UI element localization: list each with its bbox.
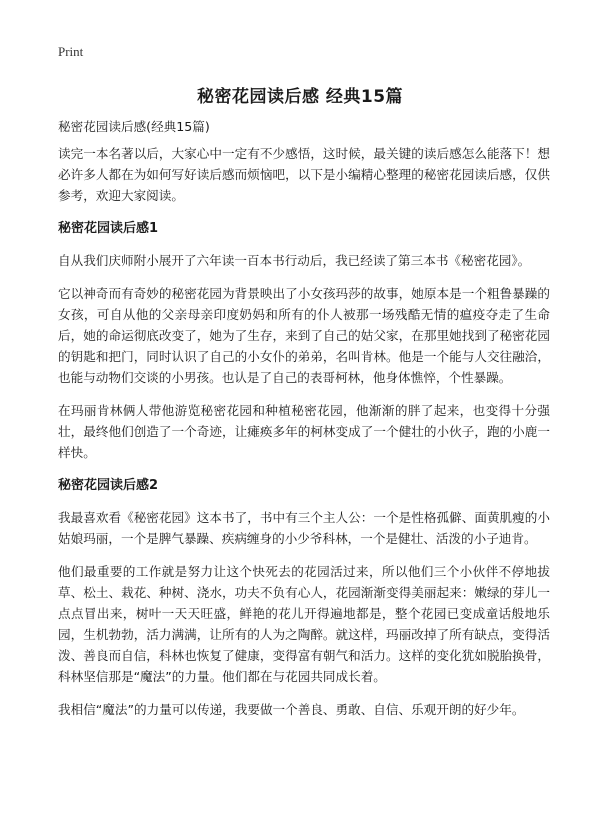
section-2-paragraph-3: 我相信“魔法”的力量可以传递，我要做一个善良、勇敢、自信、乐观开朗的好少年。 [58,702,525,717]
article-subtitle: 秘密花园读后感(经典15篇) [58,119,210,134]
intro-paragraph: 读完一本名著以后，大家心中一定有不少感悟，这时候，最关键的读后感怎么能落下！想必许多人都在为如何写好读后感而烦恼吧，以下是小编精心整理的秘密花园读后感，仅供参考，欢迎大家阅读。 [58,146,550,203]
article-body [58,116,550,732]
section-2-paragraph-1: 我最喜欢看《秘密花园》这本书了，书中有三个主人公：一个是性格孤僻、面黄肌瘦的小姑娘玛丽，一个是脾气暴躁、疾病缠身的小少爷科林，一个是健壮、活泼的小子迪肯。 [58,510,550,546]
section-1-paragraph-1: 自从我们庆师附小展开了六年读一百本书行动后，我已经读了第三本书《秘密花园》。 [58,253,531,268]
print-link[interactable]: Print [58,44,84,59]
section-1-paragraph-3: 在玛丽肯林俩人带他游览秘密花园和种植秘密花园，他渐渐的胖了起来，也变得十分强壮，最终他们创造了一个奇迹，让瘫痪多年的柯林变成了一个健壮的小伙子，跑的小鹿一样快。 [58,403,550,460]
section-2-paragraph-2: 他们最重要的工作就是努力让这个快死去的花园活过来，所以他们三个小伙伴不停地拔草、松土、栽花、种树、浇水，功夫不负有心人，花园渐渐变得美丽起来：嫩绿的芽儿一点点冒出来，树叶一天天旺盛，鲜艳的花儿开得遍地都是，整个花园已变成童话般地乐园，生机勃勃，活力满满，让所有的人为之陶醉。就这样，玛丽改掉了所有缺点，变得活泼、善良而自信，科林也恢复了健康，变得富有朝气和活力。这样的变化犹如脱胎换骨，科林坚信那是“魔法”的力量。他们都在与花园共同成长着。 [58,564,550,684]
section-heading-1: 秘密花园读后感1 [58,221,159,236]
section-heading-2: 秘密花园读后感2 [58,478,159,493]
section-1-paragraph-2: 它以神奇而有奇妙的秘密花园为背景映出了小女孩玛莎的故事，她原本是一个粗鲁暴躁的女孩，可自从他的父亲母亲印度奶妈和所有的仆人被那一场残酷无情的瘟疫夺走了生命后，她的命运彻底改变了，她为了生存，来到了自己的姑父家，在那里她找到了秘密花园的钥匙和把门，同时认识了自己的小女仆的弟弟，名叫肯林。他是一个能与人交往融洽，也能与动物们交谈的小男孩。也认是了自己的表哥柯林，他身体憔悴，个性暴躁。 [58,286,550,385]
document-title: 秘密花园读后感 经典15篇 [196,87,404,107]
